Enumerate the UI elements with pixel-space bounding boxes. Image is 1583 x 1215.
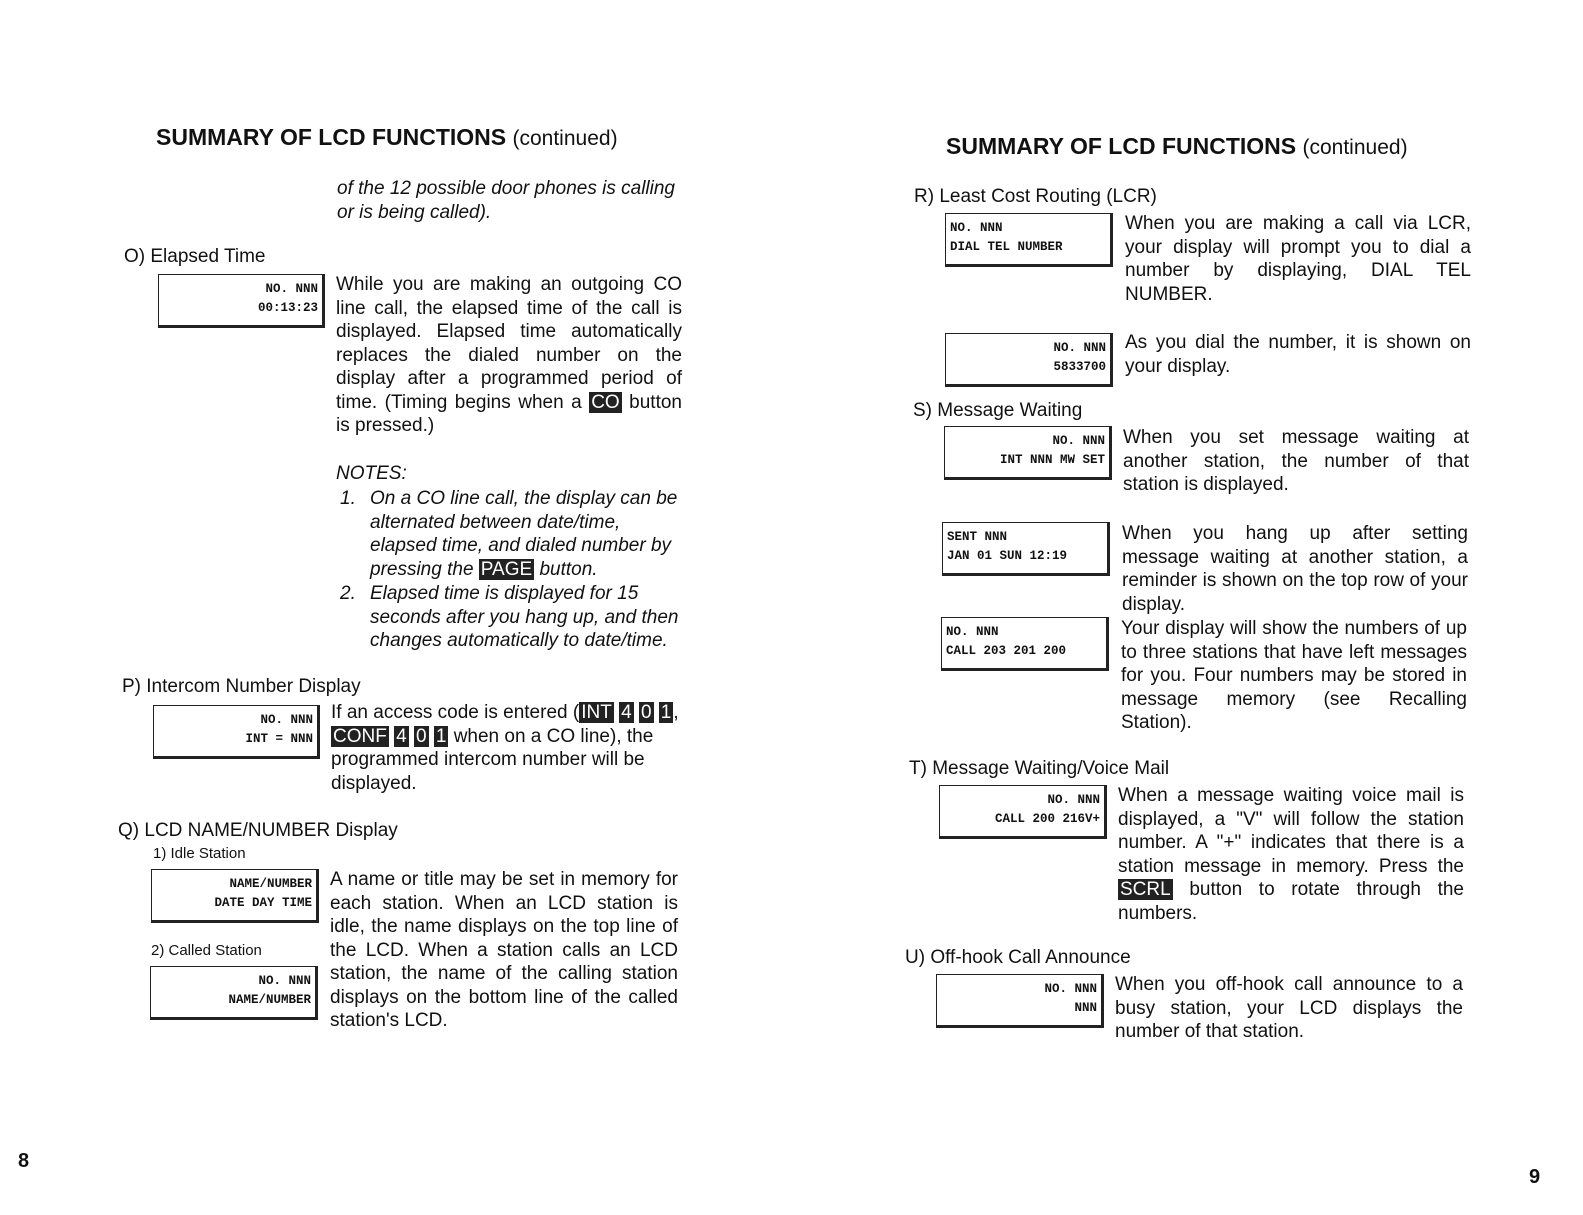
lcd-display-o: NO. NNN 00:13:23 bbox=[158, 274, 325, 328]
section-t-heading: T) Message Waiting/Voice Mail bbox=[909, 758, 1170, 779]
lcd-display-s-1: NO. NNN INT NNN MW SET bbox=[944, 426, 1112, 480]
section-r-heading: R) Least Cost Routing (LCR) bbox=[914, 186, 1157, 207]
lcd-display-t: NO. NNN CALL 200 216V+ bbox=[939, 785, 1107, 839]
notes-heading: NOTES: bbox=[336, 463, 407, 484]
section-s-heading: S) Message Waiting bbox=[913, 400, 1083, 421]
lcd-display-s-2: SENT NNN JAN 01 SUN 12:19 bbox=[942, 522, 1110, 576]
idle-station-label: 1) Idle Station bbox=[153, 845, 246, 862]
section-o-heading: O) Elapsed Time bbox=[124, 246, 266, 267]
key-0: 0 bbox=[640, 702, 652, 723]
section-u-heading: U) Off-hook Call Announce bbox=[905, 947, 1131, 968]
conf-key: CONF bbox=[333, 725, 387, 747]
co-key: CO bbox=[591, 391, 620, 413]
called-station-label: 2) Called Station bbox=[151, 942, 262, 959]
key-4b: 4 bbox=[396, 725, 407, 747]
section-u-body: When you off-hook call announce to a busy station, your LCD displays the number of that station. bbox=[1115, 974, 1463, 1042]
key-1b: 1 bbox=[435, 725, 447, 747]
page-key: PAGE bbox=[480, 558, 533, 580]
lcd-display-q-called: NO. NNN NAME/NUMBER bbox=[150, 966, 318, 1020]
section-q-heading: Q) LCD NAME/NUMBER Display bbox=[118, 820, 398, 841]
lcd-display-r-1: NO. NNN DIAL TEL NUMBER bbox=[945, 213, 1113, 267]
section-s-body-3: Your display will show the numbers of up to three stations that have left messages for you. Four numbers may be stored in message memory (see Recalling Station). bbox=[1121, 618, 1467, 733]
note-2: 2. Elapsed time is displayed for 15 seconds after you hang up, and then changes automatically to date/time. bbox=[340, 583, 679, 651]
right-page-number: 9 bbox=[1529, 1166, 1541, 1188]
lcd-display-q-idle: NAME/NUMBER DATE DAY TIME bbox=[151, 869, 319, 923]
key-0b: 0 bbox=[415, 725, 427, 747]
right-page-title: SUMMARY OF LCD FUNCTIONS (continued) bbox=[946, 133, 1408, 159]
section-s-body-2: When you hang up after setting message waiting at another station, a reminder is shown on the top row of your display. bbox=[1122, 523, 1468, 615]
left-page-title: SUMMARY OF LCD FUNCTIONS (continued) bbox=[156, 124, 618, 150]
lcd-display-p: NO. NNN INT = NNN bbox=[153, 705, 320, 759]
section-p-body: If an access code is entered ( INT 4 0 1 , CONF 4 0 1 when on a CO line), the programmed intercom number will be displayed. bbox=[331, 702, 679, 794]
lcd-display-r-2: NO. NNN 5833700 bbox=[945, 333, 1113, 387]
section-r-body-1: When you are making a call via LCR, your display will prompt you to dial a number by displaying, DIAL TEL NUMBER. bbox=[1125, 213, 1471, 305]
note-1: 1. On a CO line call, the display can be alternated between date/time, elapsed time, and dialed number by pressing the PAGE button. bbox=[340, 488, 678, 580]
section-q-body: A name or title may be set in memory for each station. When an LCD station is idle, the name displays on the top line of the LCD. When a station calls an LCD station, the name of the calling station displays on the bottom line of the called station's LCD. bbox=[330, 869, 678, 1031]
scrl-key: SCRL bbox=[1120, 879, 1171, 900]
section-o-body: While you are making an outgoing CO line call, the elapsed time of the call is displayed. Elapsed time automatically replaces the dialed number on the display after a programmed period of time. (Timing begins when a CO button is pressed.) bbox=[336, 274, 682, 436]
left-intro-text: of the 12 possible door phones is calling or is being called). bbox=[337, 178, 676, 223]
section-t-body: When a message waiting voice mail is displayed, a "V" will follow the station number. A "+" indicates that there is a station message in memory. Press the SCRL button to rotate through the numbers. bbox=[1118, 785, 1464, 924]
key-4: 4 bbox=[621, 702, 632, 723]
key-1: 1 bbox=[660, 702, 672, 723]
lcd-display-u: NO. NNN NNN bbox=[936, 974, 1104, 1028]
section-s-body-1: When you set message waiting at another station, the number of that station is displayed. bbox=[1123, 427, 1469, 495]
lcd-display-s-3: NO. NNN CALL 203 201 200 bbox=[941, 617, 1109, 671]
section-p-heading: P) Intercom Number Display bbox=[122, 676, 361, 697]
left-page-number: 8 bbox=[18, 1150, 30, 1172]
int-key: INT bbox=[581, 702, 612, 723]
section-r-body-2: As you dial the number, it is shown on your display. bbox=[1125, 332, 1471, 377]
